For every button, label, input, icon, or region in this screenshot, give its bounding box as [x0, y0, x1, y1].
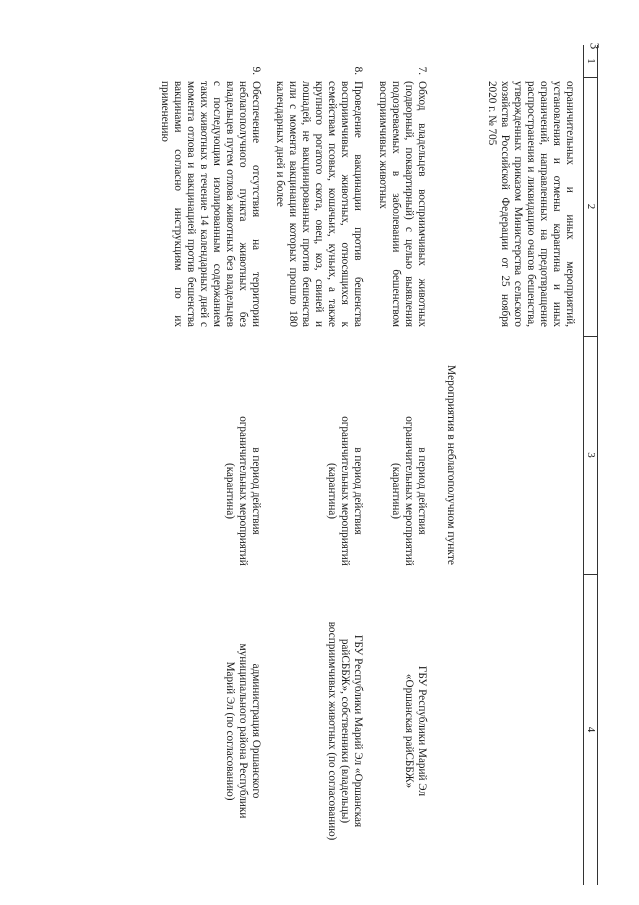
continuation-text: ограничительных и иных мероприятий, установления и отмены карантина и иных ограничений, направленных на предотвращение распространения и ликвидацию очагов бешенства, утвержденных приказом Министерства сельского хозяйства Российской Федерации от 25 ноября 2020 г. № 705 [486, 81, 576, 327]
row-7-action: Обход владельцев восприимчивых животных (подворный, поквартирный) с целью выявления подозреваемых в заболевании бешенством восприимчивых животных [377, 81, 428, 327]
section-title: Мероприятия в неблагополучном пункте [445, 364, 457, 565]
row-9-number: 9. [250, 66, 262, 75]
row-8-period: в период действия ограничительных мероприятий (карантина) [326, 416, 364, 566]
header-col-3: 3 [585, 452, 597, 458]
rotated-table [98, 45, 598, 885]
header-col-2: 2 [585, 203, 597, 210]
row-7-number: 7. [416, 66, 428, 75]
row-9-period: в период действия ограничительных мероприятий (карантина) [224, 416, 262, 566]
row-8-action: Проведение вакцинации против бешенства восприимчивых животных, относящихся к семействам псовых, кошачьих, куньих, а также крупного рогатого скота, овец, коз, свиней и лошадей, не вакцинированных против бешенства или с момента вакцинации которых прошло 180 календарных дней и более [274, 81, 364, 327]
header-col-1: 1 [585, 58, 597, 64]
row-7-responsible: ГБУ Республики Марий Эл «Оршанская райСББЖ» [403, 665, 428, 797]
row-9-responsible: администрация Оршанского муниципального района Республики Марий Эл (по согласованию) [224, 643, 262, 819]
row-9-action: Обеспечение отсутствия на территории неблагополучного пункта животных без владельцев путем отлова животных без владельцев с последующим изолированным содержанием таких животных в течение 14 календарных дней с момента отлова и вакцинацией против бешенства вакцинами согласно инструкциям по их применению [159, 81, 262, 327]
row-7-period: в период действия ограничительных мероприятий (карантина) [390, 416, 428, 566]
row-8-number: 8. [352, 66, 364, 75]
page-number: 3 [587, 42, 603, 50]
header-col-4: 4 [585, 726, 597, 733]
row-8-responsible: ГБУ Республики Марий Эл «Оршанская райСББЖ», собственники (владельцы) восприимчивых животных (по согласованию) [326, 621, 364, 841]
